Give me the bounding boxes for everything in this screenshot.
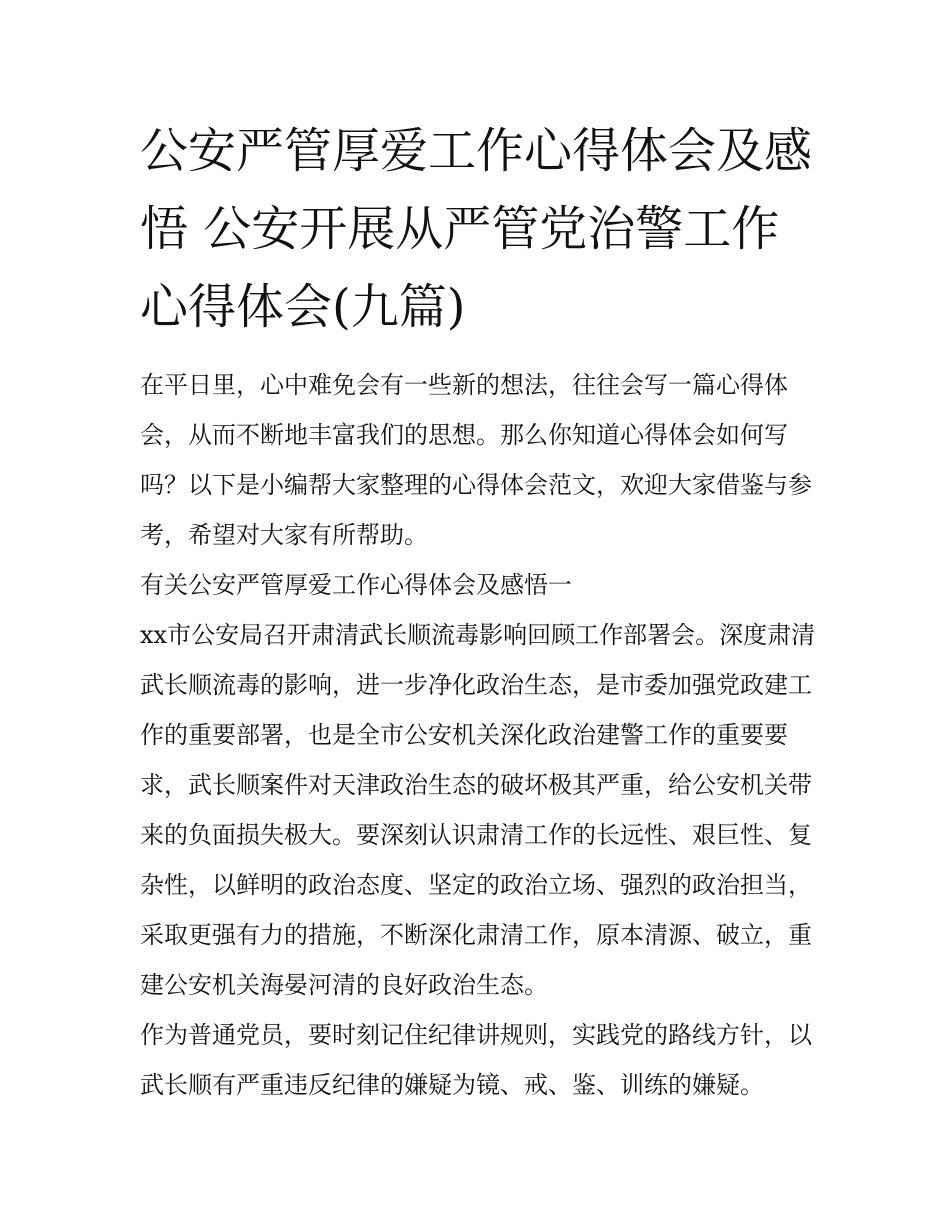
document-title: 公安严管厚爱工作心得体会及感悟 公安开展从严管党治警工作心得体会(九篇) bbox=[140, 123, 813, 335]
section-heading: 有关公安严管厚爱工作心得体会及感悟一 bbox=[140, 571, 572, 599]
intro-paragraph: 在平日里，心中难免会有一些新的想法，往往会写一篇心得体会，从而不断地丰富我们的思想。那么你知道心得体会如何写吗？以下是小编帮大家整理的心得体会范文，欢迎大家借鉴与参考，希望对大家有所帮助。 bbox=[140, 371, 812, 549]
document-body bbox=[140, 112, 820, 1110]
body-paragraph: xx市公安局召开肃清武长顺流毒影响回顾工作部署会。深度肃清武长顺流毒的影响，进一步净化政治生态，是市委加强党政建工作的重要部署，也是全市公安机关深化政治建警工作的重要要求，武长顺案件对天津政治生态的破坏极其严重，给公安机关带来的负面损失极大。要深刻认识肃清工作的长远性、艰巨性、复杂性，以鲜明的政治态度、坚定的政治立场、强烈的政治担当，采取更强有力的措施，不断深化肃清工作，原本清源、破立，重建公安机关海晏河清的良好政治生态。 bbox=[140, 621, 816, 999]
body-paragraph: 作为普通党员，要时刻记住纪律讲规则，实践党的路线方针，以武长顺有严重违反纪律的嫌疑为镜、戒、鉴、训练的嫌疑。 bbox=[140, 1021, 812, 1099]
